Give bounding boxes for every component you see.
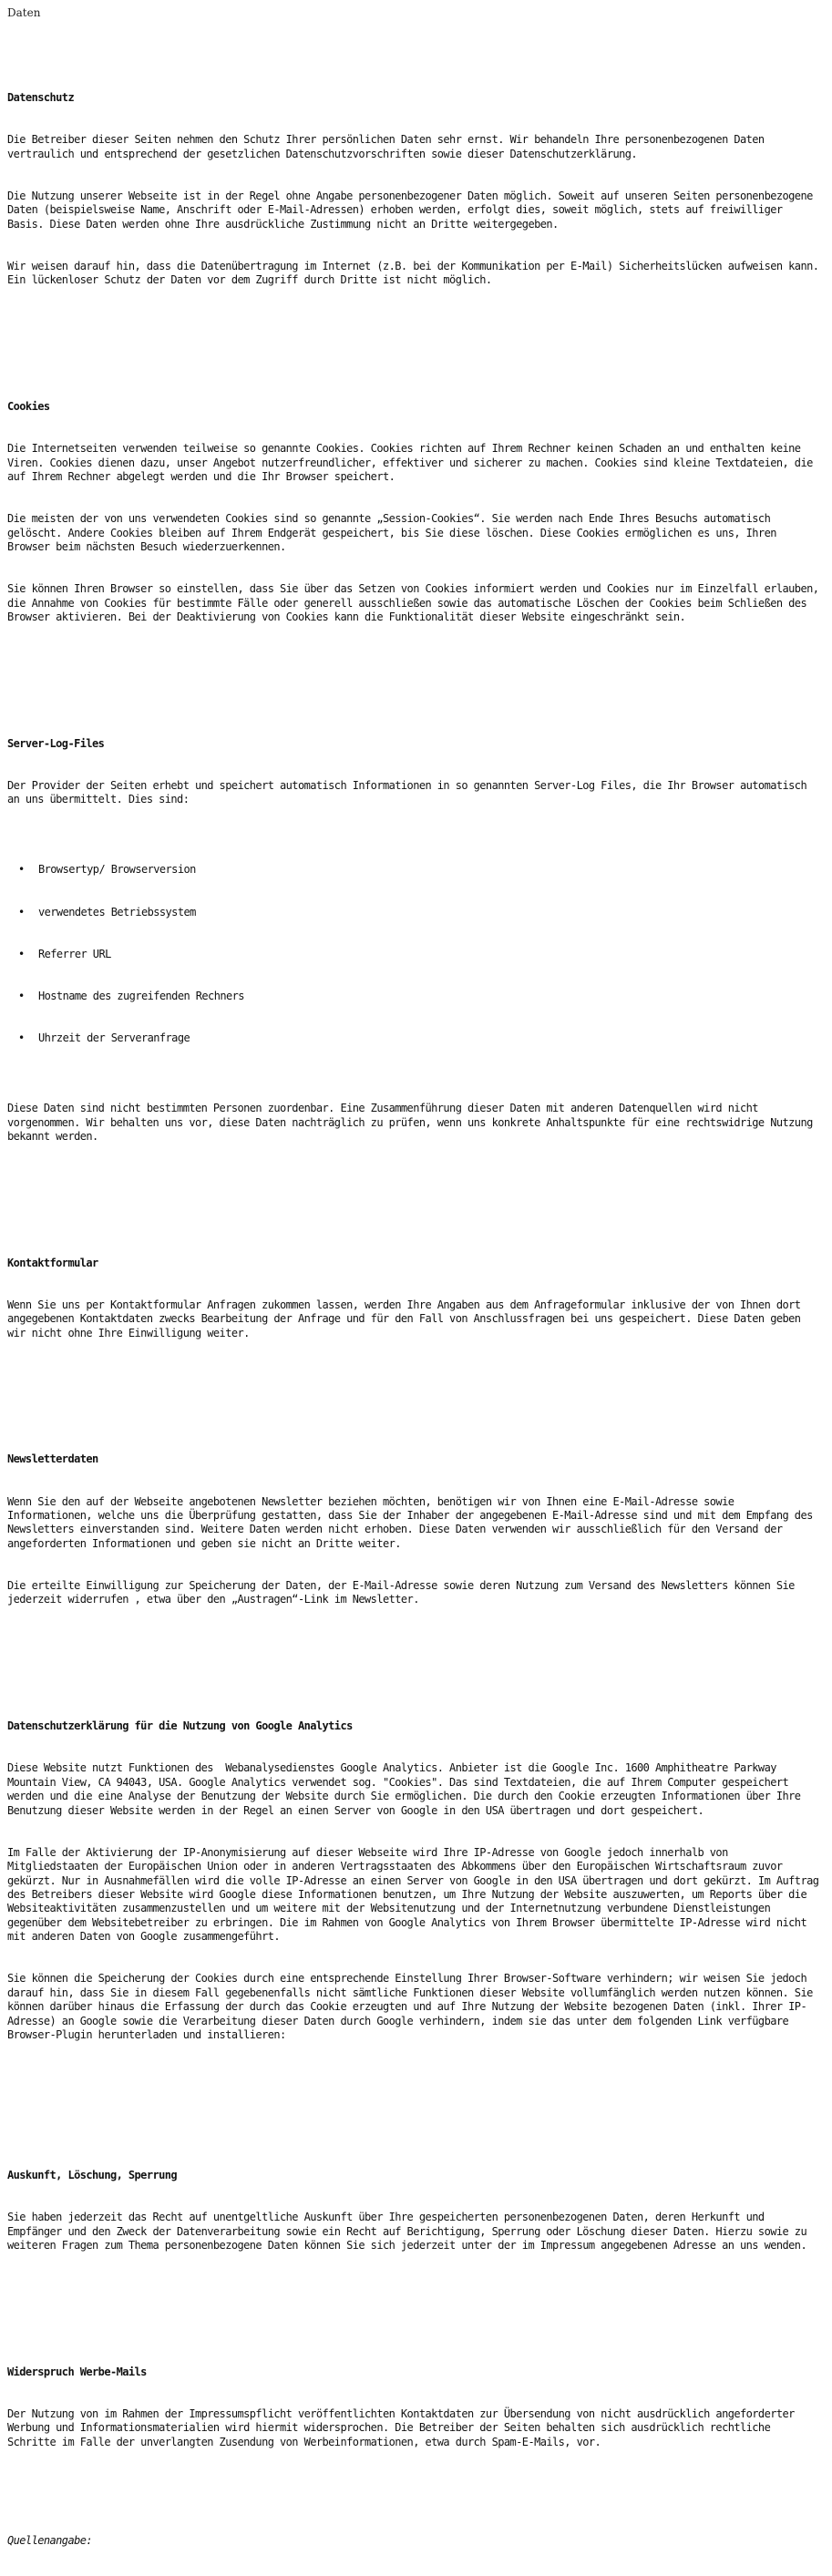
paragraph: Wenn Sie uns per Kontaktformular Anfragen zukommen lassen, werden Ihre Angaben aus dem Anfrageformular inklusive der von Ihnen dort angegebenen Kontaktdaten zwecks Bearbeitung der Anfrage und für den Fall von Anschlussfragen bei uns gespeichert. Diese Daten geben wir nicht ohne Ihre Einwilligung weiter. bbox=[7, 1298, 807, 1339]
section-heading-newsletterdaten: Newsletterdaten bbox=[7, 1452, 98, 1466]
paragraph: Sie haben jederzeit das Recht auf unentgeltliche Auskunft über Ihre gespeicherten personenbezogenen Daten, deren Herkunft und Empfänger und den Zweck der Datenverarbeitung sowie ein Recht auf Berichtigung, Sperrung oder Löschung dieser Daten. Hierzu sowie zu weiteren Fragen zum Thema personenbezogene Daten können Sie sich jederzeit unter der im Impressum angegebenen Adresse an uns wenden. bbox=[7, 2211, 813, 2253]
paragraph: Wir weisen darauf hin, dass die Datenübertragung im Internet (z.B. bei der Kommunikation per E-Mail) Sicherheitslücken aufweisen kann. Ein lückenloser Schutz der Daten vor dem Zugriff durch Dritte ist nicht möglich. bbox=[7, 259, 826, 287]
paragraph: Die meisten der von uns verwendeten Cookies sind so genannte „Session-Cookies“. Sie werden nach Ende Ihres Besuchs automatisch gelöscht. Andere Cookies bleiben auf Ihrem Endgerät gespeichert, bis Sie diese löschen. Diese Cookies ermöglichen es uns, Ihren Browser beim nächsten Besuch wiederzuerkennen. bbox=[7, 512, 783, 554]
section-google-analytics bbox=[7, 1691, 825, 2070]
list-item: • verwendetes Betriebssystem bbox=[18, 906, 825, 919]
page-container bbox=[7, 5, 825, 2576]
section-heading-datenschutz: Datenschutz bbox=[7, 91, 75, 105]
paragraph: Die Betreiber dieser Seiten nehmen den Schutz Ihrer persönlichen Daten sehr ernst. Wir behandeln Ihre personenbezogenen Daten vertraulich und entsprechend der gesetzlichen Datenschutzvorschriften sowie dieser Datenschutzerklärung. bbox=[7, 133, 771, 160]
source-label: Quellenangabe: bbox=[7, 2533, 93, 2547]
page-title: Daten bbox=[7, 6, 41, 19]
list-item: • Referrer URL bbox=[18, 948, 825, 961]
paragraph: Diese Daten sind nicht bestimmten Personen zuordenbar. Eine Zusammenführung dieser Daten mit anderen Datenquellen wird nicht vorgenommen. Wir behalten uns vor, diese Daten nachträglich zu prüfen, wenn uns konkrete Anhaltspunkte für eine rechtswidrige Nutzung bekannt werden. bbox=[7, 1102, 819, 1144]
section-heading-kontaktformular: Kontaktformular bbox=[7, 1256, 98, 1269]
content-body bbox=[7, 21, 825, 2576]
paragraph: Der Provider der Seiten erhebt und speichert automatisch Informationen in so genannten Server-Log Files, die Ihr Browser automatisch an uns übermittelt. Dies sind: bbox=[7, 778, 813, 806]
paragraph: Die Nutzung unserer Webseite ist in der Regel ohne Angabe personenbezogener Daten möglich. Soweit auf unseren Seiten personenbezogene Daten (beispielsweise Name, Anschrift oder E-Mail-Adressen) erhoben werden, erfolgt dies, soweit möglich, stets auf freiwilliger Basis. Diese Daten werden ohne Ihre ausdrückliche Zustimmung nicht an Dritte weitergegeben. bbox=[7, 189, 819, 231]
paragraph: Die erteilte Einwilligung zur Speicherung der Daten, der E-Mail-Adresse sowie deren Nutzung zum Versand des Newsletters können Sie jederzeit widerrufen , etwa über den „Austragen“-Link im Newsletter. bbox=[7, 1579, 801, 1606]
section-heading-cookies: Cookies bbox=[7, 399, 50, 413]
paragraph: Der Nutzung von im Rahmen der Impressumspflicht veröffentlichten Kontaktdaten zur Übersendung von nicht ausdrücklich angeforderter Werbung und Informationsmaterialien wird hiermit widersprochen. Die Betreiber der Seiten behalten sich ausdrücklich rechtliche Schritte im Falle der unverlangten Zusendung von Werbeinformationen, etwa durch Spam-E-Mails, vor. bbox=[7, 2407, 801, 2448]
paragraph: Die Internetseiten verwenden teilweise so genannte Cookies. Cookies richten auf Ihrem Rechner keinen Schaden an und enthalten keine Viren. Cookies dienen dazu, unser Angebot nutzerfreundlicher, effektiver und sicherer zu machen. Cookies sind kleine Textdateien, die auf Ihrem Rechner abgelegt werden und die Ihr Browser speichert. bbox=[7, 442, 819, 483]
paragraph: Im Falle der Aktivierung der IP-Anonymisierung auf dieser Webseite wird Ihre IP-Adresse von Google jedoch innerhalb von Mitgliedstaaten der Europäischen Union oder in anderen Vertragsstaaten des Abkommens über den Europäischen Wirtschaftsraum zuvor gekürzt. Nur in Ausnahmefällen wird die volle IP-Adresse an einen Server von Google in den USA übertragen und dort gekürzt. Im Auftrag des Betreibers dieser Website wird Google diese Informationen benutzen, um Ihre Nutzung der Website auszuwerten, um Reports über die Websiteaktivitäten zusammenzustellen und um weitere mit der Websitenutzung und der Internetnutzung verbundene Dienstleistungen gegenüber dem Websitebetreiber zu erbringen. Die im Rahmen von Google Analytics von Ihrem Browser übermittelte IP-Adresse wird nicht mit anderen Daten von Google zusammengeführt. bbox=[7, 1845, 826, 1944]
section-heading-auskunft: Auskunft, Löschung, Sperrung bbox=[7, 2169, 178, 2182]
list-item: • Browsertyp/ Browserversion bbox=[18, 863, 825, 877]
section-auskunft bbox=[7, 2140, 825, 2281]
section-server-log-files bbox=[7, 709, 825, 1172]
paragraph: Sie können die Speicherung der Cookies durch eine entsprechende Einstellung Ihrer Browser-Software verhindern; wir weisen Sie jedoch darauf hin, dass Sie in diesem Fall gegebenenfalls nicht sämtliche Funktionen dieser Website vollumfänglich werden nutzen können. Sie können darüber hinaus die Erfassung der durch das Cookie erzeugten und auf Ihre Nutzung der Website bezogenen Daten (inkl. Ihrer IP-Adresse) an Google sowie die Verarbeitung dieser Daten durch Google verhindern, indem sie das unter dem folgenden Link verfügbare Browser-Plugin herunterladen und installieren: bbox=[7, 1972, 819, 2042]
section-heading-widerspruch: Widerspruch Werbe-Mails bbox=[7, 2365, 147, 2378]
section-heading-server-log-files: Server-Log-Files bbox=[7, 736, 105, 750]
section-newsletterdaten bbox=[7, 1425, 825, 1636]
paragraph: Diese Website nutzt Funktionen des Webanalysedienstes Google Analytics. Anbieter ist die Google Inc. 1600 Amphitheatre Parkway Mountain View, CA 94043, USA. Google Analytics verwendet sog. "Cookies". Das sind Textdateien, die auf Ihrem Computer gespeichert werden und die eine Analyse der Benutzung der Website durch Sie ermöglichen. Die durch den Cookie erzeugten Informationen über Ihre Benutzung dieser Website werden in der Regel an einen Server von Google in den USA übertragen und dort gespeichert. bbox=[7, 1761, 807, 1817]
section-datenschutz bbox=[7, 63, 825, 315]
paragraph: Wenn Sie den auf der Webseite angebotenen Newsletter beziehen möchten, benötigen wir von Ihnen eine E-Mail-Adresse sowie Informationen, welche uns die Überprüfung gestatten, dass Sie der Inhaber der angegebenen E-Mail-Adresse sind und mit dem Empfang des Newsletters einverstanden sind. Weitere Daten werden nicht erhoben. Diese Daten verwenden wir ausschließlich für den Versand der angeforderten Informationen und geben sie nicht an Dritte weiter. bbox=[7, 1494, 819, 1550]
list-item: • Uhrzeit der Serveranfrage bbox=[18, 1031, 825, 1045]
paragraph: Sie können Ihren Browser so einstellen, dass Sie über das Setzen von Cookies informiert werden und Cookies nur im Einzelfall erlauben, die Annahme von Cookies für bestimmte Fälle oder generell ausschließen sowie das automatische Löschen der Cookies beim Schließen des Browser aktivieren. Bei der Deaktivierung von Cookies kann die Funktionalität dieser Website eingeschränkt sein. bbox=[7, 582, 826, 624]
list-item: • Hostname des zugreifenden Rechners bbox=[18, 990, 825, 1003]
section-widerspruch bbox=[7, 2337, 825, 2478]
section-cookies bbox=[7, 372, 825, 652]
section-kontaktformular bbox=[7, 1228, 825, 1369]
section-heading-google-analytics: Datenschutzerklärung für die Nutzung von Google Analytics bbox=[7, 1719, 353, 1733]
server-log-list bbox=[7, 836, 825, 1074]
